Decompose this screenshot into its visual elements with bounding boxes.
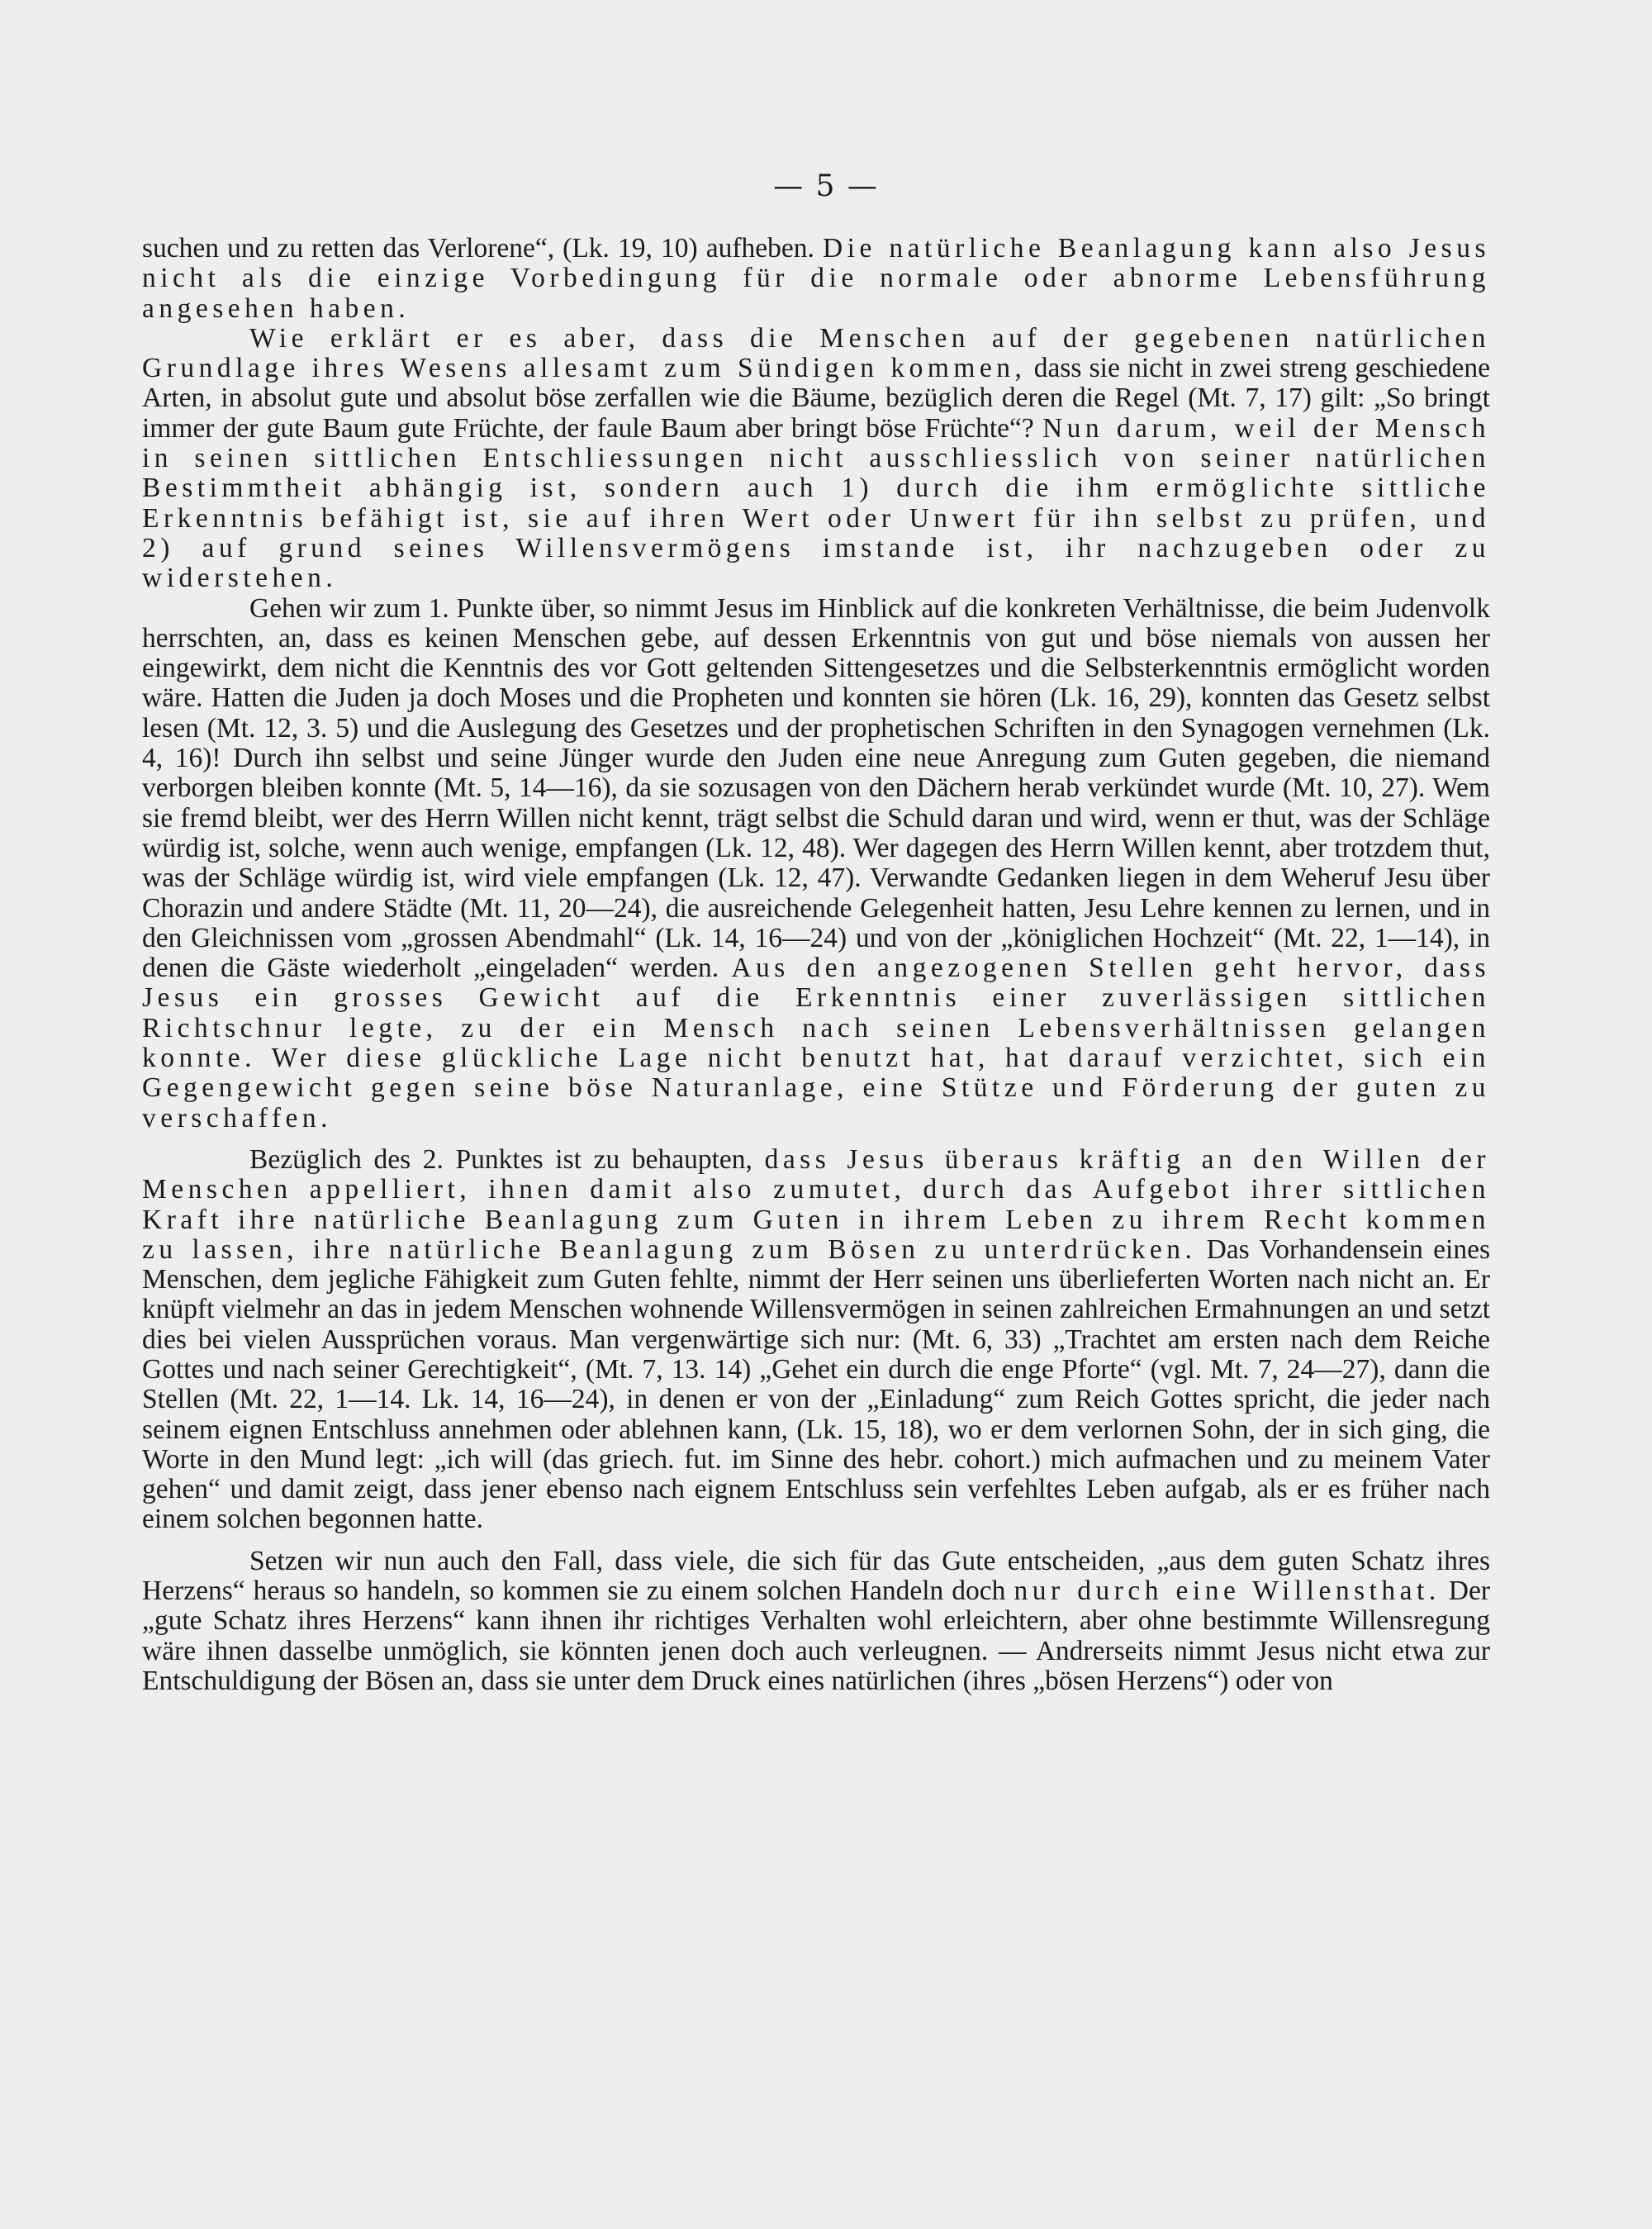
paragraph-2 xyxy=(142,324,1490,594)
paragraph-4-run-1: Bezüglich des 2. Punktes ist zu behaupten, xyxy=(249,1143,765,1175)
paragraph-3-run-2-spaced: Aus den angezogenen Stellen geht hervor, dass Jesus ein grosses Gewicht auf die Erkenntnis einer zuverlässigen sittlichen Richtschnur legte, zu der ein Mensch nach seinen Lebensverhältnissen gelangen konnte. Wer diese glückliche Lage nicht benutzt hat, hat darauf verzichtet, sich ein Gegengewicht gegen seine böse Naturanlage, eine Stütze und Förderung der guten zu verschaffen. xyxy=(142,953,1490,1134)
paragraph-5-run-3: Der „gute Schatz ihres Herzens“ kann ihnen ihr richtiges Verhalten wohl erleichtern, aber ohne bestimmte Willensregung wäre ihnen dasselbe unmöglich, sie könnten jenen doch auch verleugnen. — Andrerseits nimmt Jesus nicht etwa zur Entschuldigung der Bösen an, dass sie unter dem Druck eines natürlichen (ihres „bösen Herzens“) oder von xyxy=(142,1576,1490,1696)
paragraph-3 xyxy=(142,594,1490,1134)
paragraph-5 xyxy=(142,1547,1490,1696)
paragraph-4-run-3: Das Vorhandensein eines Menschen, dem jegliche Fähigkeit zum Guten fehlte, nimmt der Herr seinen uns überlieferten Worten nach nicht an. Er knüpft vielmehr an das in jedem Menschen wohnende Willensvermögen in seinen zahlreichen Ermahnungen an und setzt dies bei vielen Aussprüchen voraus. Man vergenwärtige sich nur: (Mt. 6, 33) „Trachtet am ersten nach dem Reiche Gottes und nach seiner Gerechtigkeit“, (Mt. 7, 13. 14) „Gehet ein durch die enge Pforte“ (vgl. Mt. 7, 24—27), dann die Stellen (Mt. 22, 1—14. Lk. 14, 16—24), in denen er von der „Einladung“ zum Reich Gottes spricht, die jeder nach seinem eignen Entschluss annehmen oder ablehnen kann, (Lk. 15, 18), wo er dem verlornen Sohn, der in sich ging, die Worte in den Mund legt: „ich will (das griech. fut. im Sinne des hebr. cohort.) mich aufmachen und zu meinem Vater gehen“ und damit zeigt, dass jener ebenso nach eignem Entschluss sein verfehltes Leben aufgab, als er es früher nach einem solchen begonnen hatte. xyxy=(142,1233,1490,1535)
paragraph-5-run-1: Setzen wir nun auch den Fall, dass viele, die sich für das Gute entscheiden, „aus dem guten Schatz ihres Herzens“ heraus so handeln, so kommen sie zu einem solchen Handeln doch xyxy=(142,1545,1490,1607)
paragraph-1 xyxy=(142,234,1490,324)
page-number: — 5 — xyxy=(773,169,879,203)
paragraph-4-run-2-spaced: dass Jesus überaus kräftig an den Willen der Menschen appelliert, ihnen damit also zumutet, durch das Aufgebot ihrer sittlichen Kraft ihre natürliche Beanlagung zum Guten in ihrem Leben zu ihrem Recht kommen zu lassen, ihre natürliche Beanlagung zum Bösen zu unterdrücken. xyxy=(142,1143,1490,1265)
paragraph-2-run-1-spaced: Wie erklärt er es aber, dass die Menschen auf der gegebenen natürlichen Grundlage ihres Wesens allesamt zum Sündigen kommen, xyxy=(142,322,1490,384)
paragraph-3-run-1: Gehen wir zum 1. Punkte über, so nimmt Jesus im Hinblick auf die konkreten Verhältnisse, die beim Judenvolk herrschten, an, dass es keinen Menschen gebe, auf dessen Erkenntnis von gut und böse niemals von aussen her eingewirkt, dem nicht die Kenntnis des vor Gott geltenden Sittengesetzes und die Selbsterkenntnis ermöglicht worden wäre. Hatten die Juden ja doch Moses und die Propheten und konnten sie hören (Lk. 16, 29), konnten das Gesetz selbst lesen (Mt. 12, 3. 5) und die Auslegung des Gesetzes und der prophetischen Schriften in den Synagogen vernehmen (Lk. 4, 16)! Durch ihn selbst und seine Jünger wurde den Juden eine neue Anregung zum Guten gegeben, die niemand verborgen bleiben konnte (Mt. 5, 14—16), da sie sozusagen von den Dächern herab verkündet wurde (Mt. 10, 27). Wem sie fremd bleibt, wer des Herrn Willen nicht kennt, trägt selbst die Schuld daran und wird, wenn er thut, was der Schläge würdig ist, solche, wenn auch wenige, empfangen (Lk. 12, 48). Wer dagegen des Herrn Willen kennt, aber trotzdem thut, was der Schläge würdig ist, wird viele empfangen (Lk. 12, 47). Verwandte Gedanken liegen in dem Weheruf Jesu über Chorazin und andere Städte (Mt. 11, 20—24), die ausreichende Gelegenheit hatten, Jesu Lehre kennen zu lernen, und in den Gleichnissen vom „grossen Abendmahl“ (Lk. 14, 16—24) und von der „königlichen Hochzeit“ (Mt. 22, 1—14), in denen die Gäste wiederholt „eingeladen“ werden. xyxy=(142,592,1490,984)
paragraph-5-run-2-spaced: nur durch eine Willensthat. xyxy=(1014,1576,1441,1607)
paragraph-2-run-2: dass sie nicht in zwei streng geschiedene Arten, in absolut gute und absolut böse zerfallen wie die Bäume, bezüglich deren die Regel (Mt. 7, 17) gilt: „So bringt immer der gute Baum gute Früchte, der faule Baum aber bringt böse Früchte“? xyxy=(142,353,1490,444)
paragraph-4 xyxy=(142,1145,1490,1535)
paragraph-gap xyxy=(142,1535,1490,1547)
paragraph-2-run-3-spaced: Nun darum, weil der Mensch in seinen sittlichen Entschliessungen nicht ausschliesslich von seiner natürlichen Bestimmtheit abhängig ist, sondern auch 1) durch die ihm ermöglichte sittliche Erkenntnis befähigt ist, sie auf ihren Wert oder Unwert für ihn selbst zu prüfen, und 2) auf grund seines Willensvermögens imstande ist, ihr nachzugeben oder zu widerstehen. xyxy=(142,412,1491,594)
body-text xyxy=(142,234,1490,1696)
paragraph-1-run-1: suchen und zu retten das Verlorene“, (Lk. 19, 10) aufheben. xyxy=(142,233,823,264)
paragraph-1-run-2-spaced: Die natürliche Beanlagung kann also Jesus nicht als die einzige Vorbedingung für die normale oder abnorme Lebensführung angesehen haben. xyxy=(142,233,1490,324)
paragraph-gap xyxy=(142,1134,1490,1145)
